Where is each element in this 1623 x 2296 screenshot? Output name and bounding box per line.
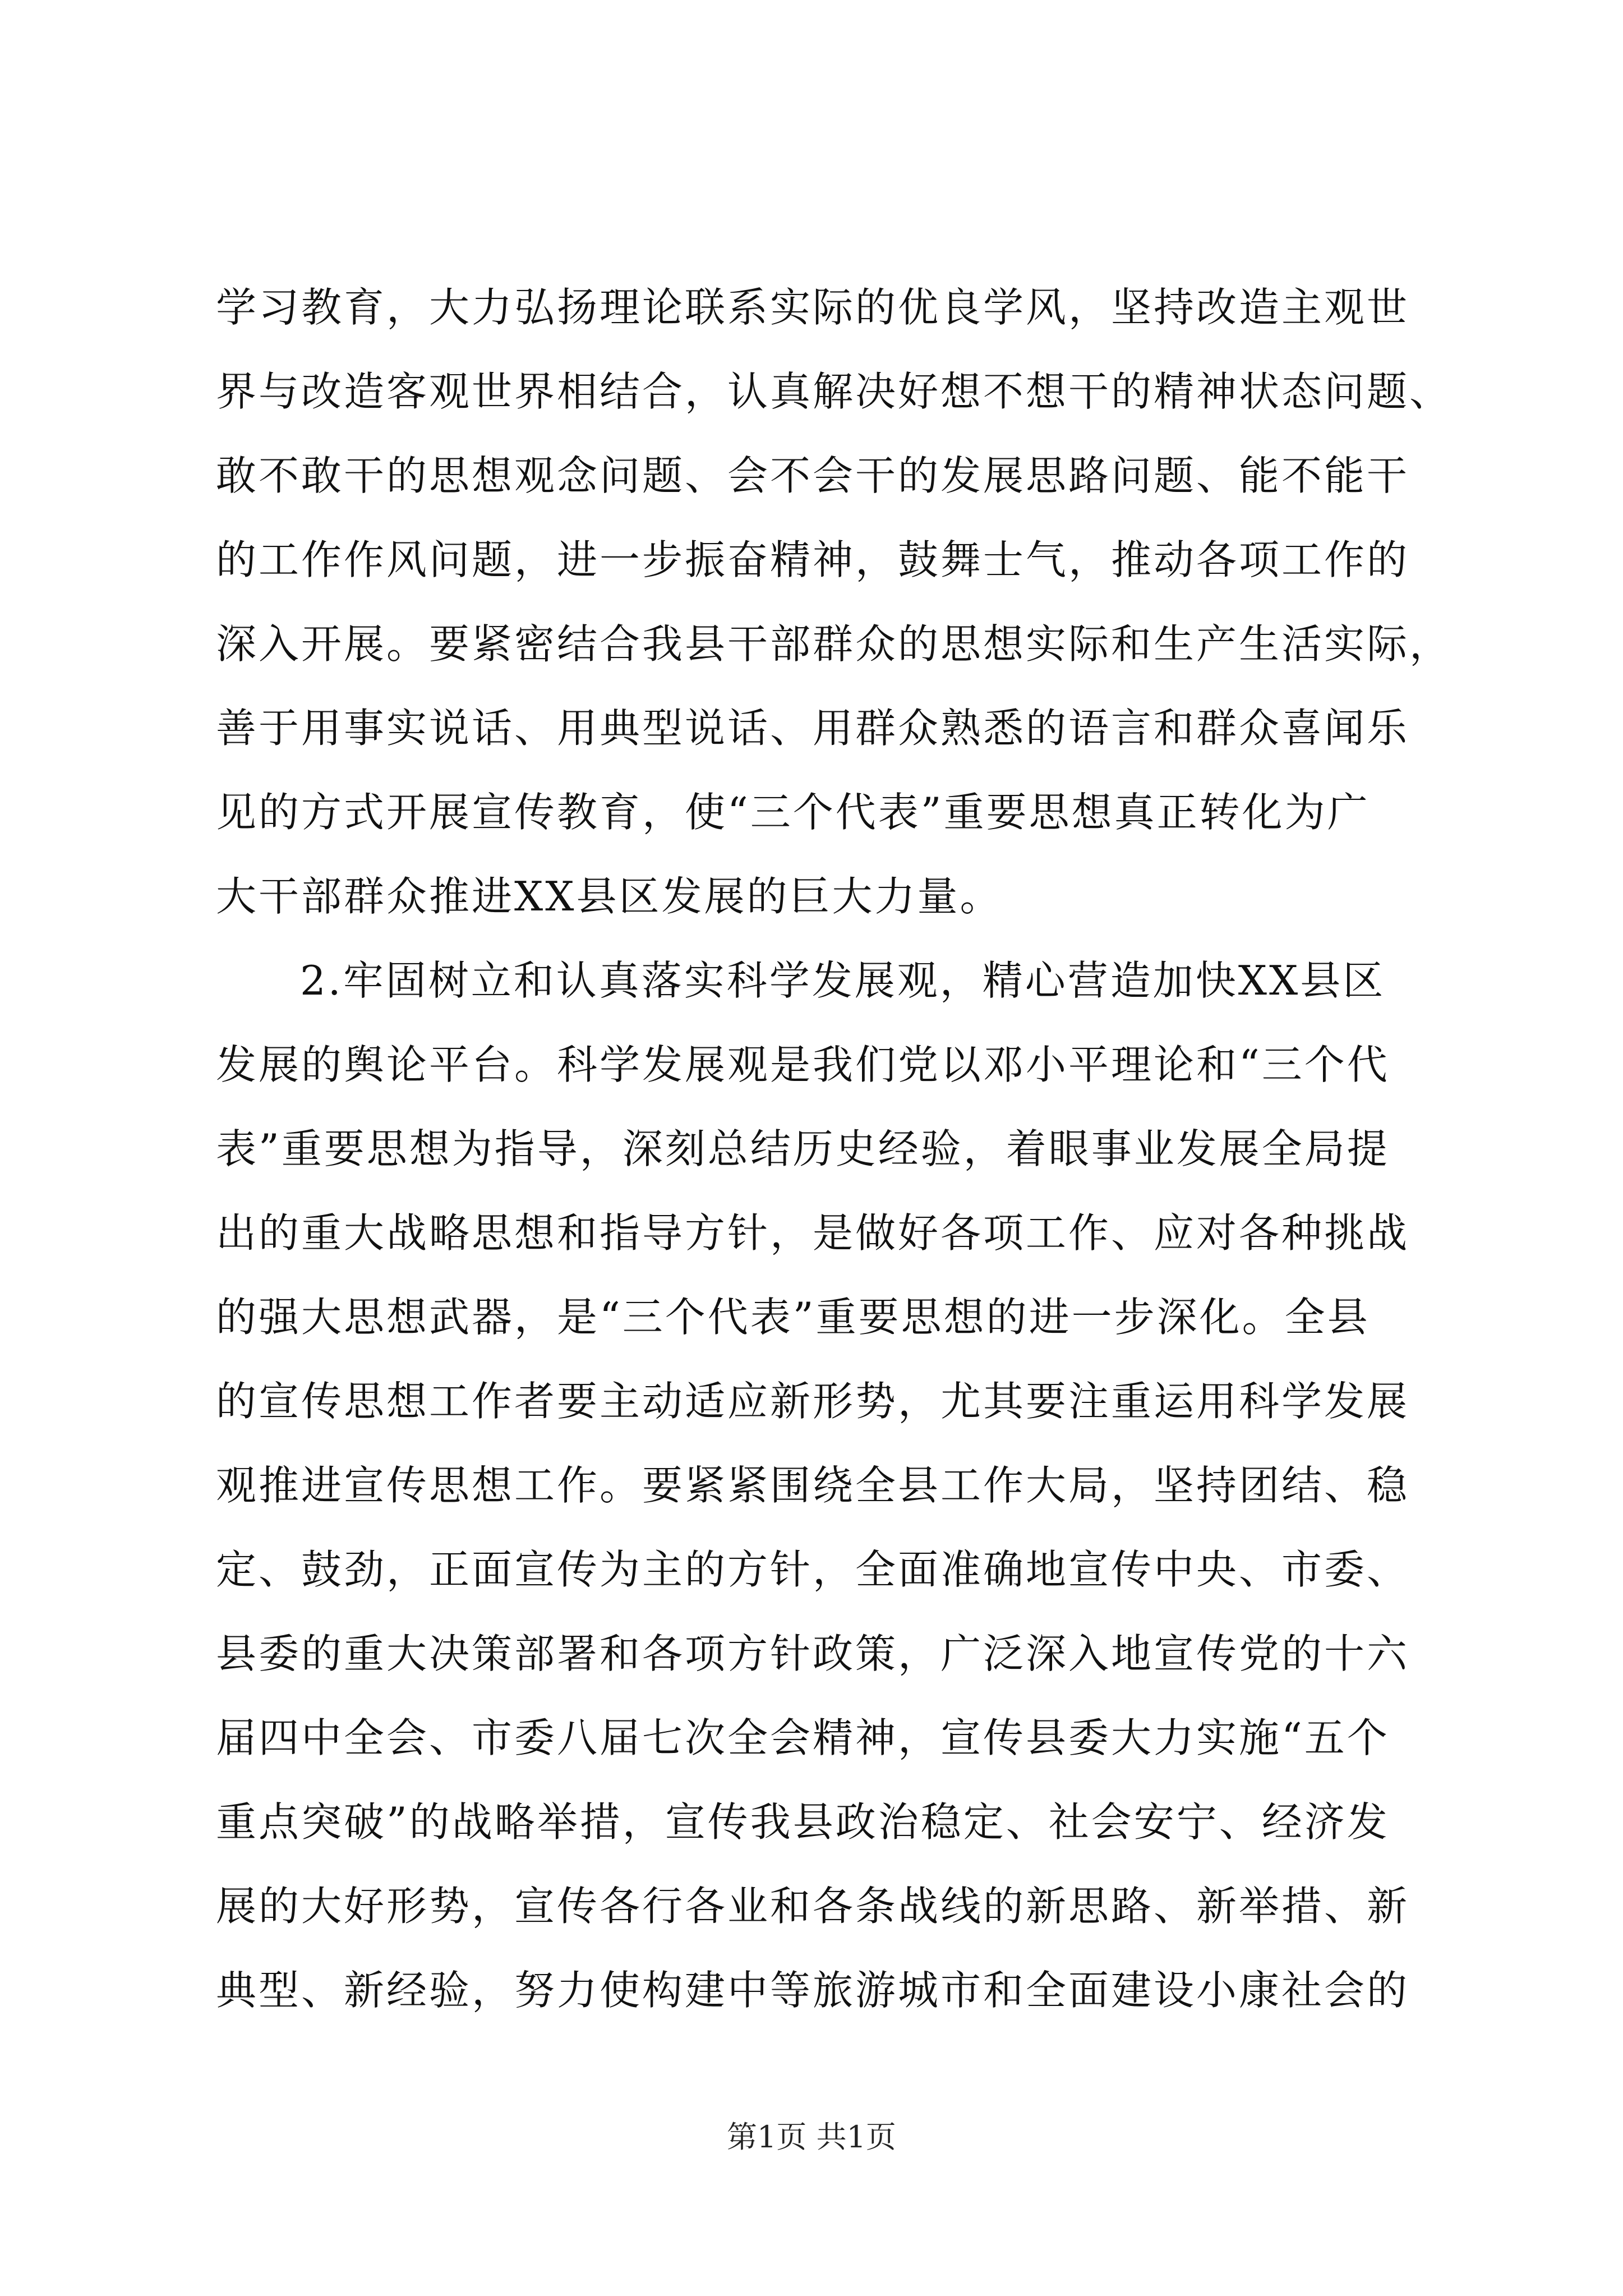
text-line: 的宣传思想工作者要主动适应新形势，尤其要注重运用科学发展 bbox=[216, 1378, 1410, 1425]
paragraph-start-line: 2.牢固树立和认真落实科学发展观，精心营造加快XX县区 bbox=[300, 957, 1386, 1004]
text-line: 见的方式开展宣传教育，使“三个代表”重要思想真正转化为广 bbox=[216, 789, 1370, 836]
text-line: 观推进宣传思想工作。要紧紧围绕全县工作大局，坚持团结、稳 bbox=[216, 1462, 1410, 1509]
document-body bbox=[216, 265, 1478, 2032]
text-line: 敢不敢干的思想观念问题、会不会干的发展思路问题、能不能干 bbox=[216, 452, 1410, 499]
text-line: 展的大好形势，宣传各行各业和各条战线的新思路、新举措、新 bbox=[216, 1883, 1410, 1930]
text-line: 深入开展。要紧密结合我县干部群众的思想实际和生产生活实际， bbox=[216, 620, 1453, 668]
text-line: 届四中全会、市委八届七次全会精神，宣传县委大力实施“五个 bbox=[216, 1714, 1390, 1761]
text-line: 发展的舆论平台。科学发展观是我们党以邓小平理论和“三个代 bbox=[216, 1041, 1390, 1088]
text-line: 界与改造客观世界相结合，认真解决好想不想干的精神状态问题、 bbox=[216, 368, 1453, 415]
text-line: 学习教育，大力弘扬理论联系实际的优良学风，坚持改造主观世 bbox=[216, 284, 1410, 331]
text-line: 县委的重大决策部署和各项方针政策，广泛深入地宣传党的十六 bbox=[216, 1630, 1410, 1677]
text-line: 表”重要思想为指导，深刻总结历史经验，着眼事业发展全局提 bbox=[216, 1125, 1390, 1172]
text-line: 典型、新经验，努力使构建中等旅游城市和全面建设小康社会的 bbox=[216, 1967, 1410, 2014]
text-line: 的工作作风问题，进一步振奋精神，鼓舞士气，推动各项工作的 bbox=[216, 536, 1410, 583]
text-line: 定、鼓劲，正面宣传为主的方针，全面准确地宣传中央、市委、 bbox=[216, 1546, 1410, 1593]
text-line: 大干部群众推进XX县区发展的巨大力量。 bbox=[216, 873, 1003, 920]
text-line: 重点突破”的战略举措，宣传我县政治稳定、社会安宁、经济发 bbox=[216, 1798, 1390, 1846]
text-line: 出的重大战略思想和指导方针，是做好各项工作、应对各种挑战 bbox=[216, 1209, 1410, 1257]
text-line: 的强大思想武器，是“三个代表”重要思想的进一步深化。全县 bbox=[216, 1294, 1370, 1341]
text-line: 善于用事实说话、用典型说话、用群众熟悉的语言和群众喜闻乐 bbox=[216, 705, 1410, 752]
page-footer: 第1页 共1页 bbox=[727, 2119, 896, 2155]
